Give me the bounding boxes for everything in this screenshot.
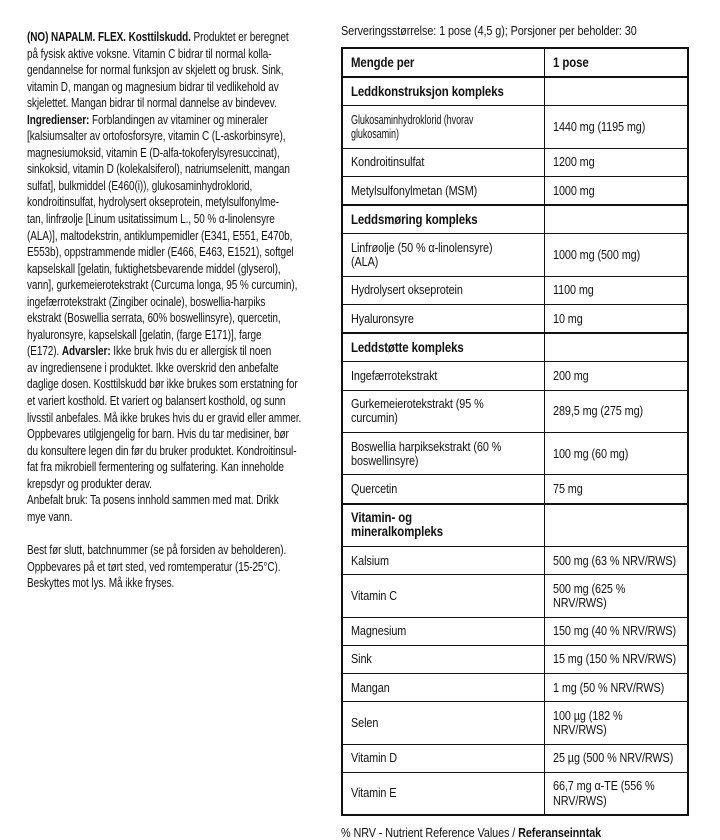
row-value: 66,7 mg α-TE (556 % NRV/RWS) <box>553 778 655 808</box>
text-line <box>27 29 345 46</box>
text-segment: (ALA)], maltodekstrin, antiklumpemidler (E341, E551, E470b, <box>27 227 293 243</box>
row-label: Mengde per <box>351 54 415 70</box>
row-label: Hydrolysert okseprotein <box>351 282 463 298</box>
table-row <box>343 574 687 616</box>
row-value: 1100 mg <box>553 282 594 298</box>
text-segment: Anbefalt bruk: Ta posens innhold sammen med mat. Drikk <box>27 492 279 508</box>
table-row <box>343 332 687 361</box>
table-row <box>343 105 687 147</box>
text-segment: vitamin D, mangan og magnesium bidrar til vedlikehold av <box>27 78 279 94</box>
text-line <box>27 360 345 377</box>
row-value-cell <box>545 702 709 743</box>
row-value-cell <box>545 575 709 616</box>
text-line <box>27 244 345 261</box>
text-segment: Best før slutt, batchnummer (se på forsiden av beholderen). <box>27 541 287 557</box>
row-label: Vitamin E <box>351 785 397 801</box>
row-label: Quercetin <box>351 480 398 496</box>
row-label-cell <box>343 334 545 361</box>
table-row <box>343 390 687 432</box>
row-label-cell <box>343 674 545 701</box>
text-line <box>27 476 345 493</box>
table-row <box>343 645 687 673</box>
text-segment: av ingrediensene i produktet. Ikke overskrid den anbefalte <box>27 359 279 375</box>
row-value: 500 mg (63 % NRV/RWS) <box>553 552 677 568</box>
text-line <box>27 327 345 344</box>
text-line <box>27 211 345 228</box>
row-value-cell <box>545 362 709 389</box>
row-value: 75 mg <box>553 480 583 496</box>
text-segment: % NRV - Nutrient Reference Values / <box>341 825 519 840</box>
row-label: Glukosaminhydroklorid (hvorav glukosamin) <box>351 111 474 142</box>
text-line <box>27 542 345 559</box>
row-label: Leddstøtte kompleks <box>351 339 464 355</box>
bold-text-segment: Advarsler: <box>61 343 111 359</box>
row-value: 500 mg (625 % NRV/RWS) <box>553 580 626 610</box>
row-label: Boswellia harpiksekstrakt (60 % boswellinsyre) <box>351 438 502 468</box>
row-value: 150 mg (40 % NRV/RWS) <box>553 623 677 639</box>
row-label-cell <box>343 234 545 275</box>
text-line <box>27 112 345 129</box>
row-label-cell <box>343 362 545 389</box>
row-label-cell <box>343 773 545 814</box>
row-value-cell <box>545 646 709 673</box>
text-line <box>27 343 345 360</box>
text-segment: Beskyttes mot lys. Må ikke fryses. <box>27 575 175 591</box>
row-label-cell <box>343 177 545 204</box>
row-value-cell <box>545 177 709 204</box>
row-label: Vitamin C <box>351 587 397 603</box>
text-segment: fat fra mikrobiell fermentering og sulfatering. Kan inneholde <box>27 459 284 475</box>
text-segment: daglige dosen. Kosttilskudd bør ikke brukes som erstatning for <box>27 376 298 392</box>
row-label-cell <box>343 391 545 432</box>
row-value-cell <box>545 618 709 645</box>
bold-text-segment: (NO) NAPALM. FLEX. Kosttilskudd. <box>27 29 191 44</box>
text-line <box>27 393 345 410</box>
row-value-cell <box>545 547 709 574</box>
text-line <box>27 410 345 427</box>
table-row <box>343 474 687 502</box>
row-value: 100 mg (60 mg) <box>553 445 629 461</box>
text-line <box>27 277 345 294</box>
row-label: Vitamin D <box>351 750 397 766</box>
row-label-cell <box>343 547 545 574</box>
text-segment: vann], gurkemeierotekstrakt (Curcuma longa, 95 % curcumin), <box>27 277 298 293</box>
table-row <box>343 546 687 574</box>
row-label: Leddkonstruksjon kompleks <box>351 83 504 99</box>
text-segment: [kalsiumsalter av ortofosforsyre, vitamin C (L-askorbinsyre), <box>27 128 286 144</box>
row-value: 10 mg <box>553 310 583 326</box>
text-line <box>27 509 345 526</box>
row-value-cell <box>545 277 709 304</box>
row-label: Leddsmøring kompleks <box>351 211 478 227</box>
row-value-cell <box>545 475 709 502</box>
nrv-footnote <box>341 825 689 840</box>
table-row <box>343 432 687 474</box>
row-label: Gurkemeierotekstrakt (95 % curcumin) <box>351 396 484 426</box>
table-row <box>343 276 687 304</box>
text-line <box>27 178 345 195</box>
row-label: Hyaluronsyre <box>351 310 414 326</box>
row-value: 25 µg (500 % NRV/RWS) <box>553 750 674 766</box>
text-segment: et variert kosthold. Et variert og balansert kosthold, og sunn <box>27 393 286 409</box>
text-segment: hyaluronsyre, kapselskall [gelatin, (farge E171)], farge <box>27 326 262 342</box>
table-row <box>343 772 687 814</box>
row-value-cell <box>545 341 709 354</box>
row-label-cell <box>343 106 545 147</box>
text-segment: på fysisk aktive voksne. Vitamin C bidrar til normal kolla- <box>27 45 272 61</box>
table-row <box>343 503 687 546</box>
row-label-cell <box>343 49 545 76</box>
text-segment: Oppbevares på et tørt sted, ved romtemperatur (15-25°C). <box>27 558 281 574</box>
left-text-block <box>27 29 343 592</box>
table-row <box>343 204 687 233</box>
row-value: 1 pose <box>553 54 589 70</box>
text-segment: tan, linfrøolje [Linum usitatissimum L., 50 % α-linolensyre <box>27 211 275 227</box>
row-label: Vitamin- og mineralkompleks <box>351 510 444 540</box>
text-segment: ekstrakt (Boswellia serrata, 60% boswellinsyre), quercetin, <box>27 310 281 326</box>
supplement-facts-table <box>341 47 689 816</box>
table-row <box>343 744 687 772</box>
row-value: 1000 mg <box>553 182 595 198</box>
row-value-cell <box>545 114 709 141</box>
row-value: 15 mg (150 % NRV/RWS) <box>553 651 677 667</box>
text-segment: Oppbevares utilgjengelig for barn. Hvis du tar medisiner, bør <box>27 426 289 442</box>
text-line <box>27 161 345 178</box>
text-line <box>27 79 345 96</box>
text-segment: ingefærrotekstrakt (Zingiber ocinale), boswellia-harpiks <box>27 293 266 309</box>
row-label-cell <box>343 78 545 105</box>
row-label: Kondroitinsulfat <box>351 154 425 170</box>
text-segment: skjelettet. Mangan bidrar til normal dannelse av bindevev. <box>27 95 277 111</box>
table-row <box>343 49 687 76</box>
text-line <box>27 376 345 393</box>
text-segment: du konsultere legen din før du bruker produktet. Kondroitinsul- <box>27 442 297 458</box>
text-line <box>27 194 345 211</box>
text-line <box>27 525 345 542</box>
row-value: 1 mg (50 % NRV/RWS) <box>553 679 665 695</box>
text-segment: Forblandingen av vitaminer og mineraler <box>89 111 268 127</box>
text-line <box>27 62 345 79</box>
text-segment: krepsdyr og produkter derav. <box>27 475 152 491</box>
text-segment: Produktet er beregnet <box>190 29 289 44</box>
row-value: 289,5 mg (275 mg) <box>553 403 644 419</box>
text-segment: gendannelse for normal funksjon av skjelett og brusk. Sink, <box>27 62 284 78</box>
row-value-cell <box>545 398 709 425</box>
text-segment: sinkoksid, vitamin D (kolekalsiferol), natriumselenitt, mangan <box>27 161 290 177</box>
row-label-cell <box>343 745 545 772</box>
text-line <box>27 228 345 245</box>
table-row <box>343 233 687 275</box>
row-label: Mangan <box>351 679 390 695</box>
text-line <box>27 46 345 63</box>
table-row <box>343 361 687 389</box>
supplement-facts-panel <box>341 23 689 840</box>
text-line <box>27 95 345 112</box>
row-value: 200 mg <box>553 367 589 383</box>
row-label-cell <box>343 646 545 673</box>
row-value-cell <box>545 85 709 98</box>
row-label-cell <box>343 702 545 743</box>
row-label-cell <box>343 305 545 332</box>
row-value: 1440 mg (1195 mg) <box>553 119 646 134</box>
row-value-cell <box>545 519 709 532</box>
text-line <box>27 145 345 162</box>
text-line <box>27 261 345 278</box>
text-segment: sulfat], bulkmiddel (E460(i)), glukosaminhydroklorid, <box>27 177 253 193</box>
text-segment: E553b), oppstrammende midler (E466, E463, E1521), softgel <box>27 244 294 260</box>
row-label: Linfrøolje (50 % α-linolensyre) (ALA) <box>351 239 493 270</box>
table-row <box>343 673 687 701</box>
row-label-cell <box>343 618 545 645</box>
row-value-cell <box>545 242 709 269</box>
text-line <box>27 128 345 145</box>
text-line <box>27 575 345 592</box>
text-segment: mye vann. <box>27 508 73 524</box>
row-label-cell <box>343 505 545 546</box>
row-label: Metylsulfonylmetan (MSM) <box>351 182 478 198</box>
bold-text-segment: Referanseinntak <box>518 825 602 840</box>
row-value: 1200 mg <box>553 154 595 170</box>
serving-size-line: Serveringsstørrelse: 1 pose (4,5 g); Porsjoner per beholder: 30 <box>341 23 637 38</box>
row-label-cell <box>343 575 545 616</box>
row-label: Magnesium <box>351 623 407 639</box>
row-label-cell <box>343 475 545 502</box>
row-value-cell <box>545 213 709 226</box>
row-label-cell <box>343 149 545 176</box>
row-value: 100 µg (182 % NRV/RWS) <box>553 707 623 737</box>
text-segment: livsstil anbefales. Må ikke brukes hvis du er gravid eller ammer. <box>27 409 302 425</box>
table-row <box>343 701 687 743</box>
text-line <box>27 559 345 576</box>
text-line <box>27 443 345 460</box>
text-line <box>27 492 345 509</box>
text-line <box>27 426 345 443</box>
text-segment: kapselskall [gelatin, fuktighetsbevarende middel (glyserol), <box>27 260 281 276</box>
row-label-cell <box>343 277 545 304</box>
row-value: 1000 mg (500 mg) <box>553 247 641 263</box>
table-row <box>343 304 687 332</box>
row-value-cell <box>545 773 709 814</box>
table-row <box>343 176 687 204</box>
row-value-cell <box>545 49 709 76</box>
row-label-cell <box>343 433 545 474</box>
row-label: Selen <box>351 714 379 730</box>
text-segment: Ikke bruk hvis du er allergisk til noen <box>110 343 272 359</box>
row-value-cell <box>545 149 709 176</box>
row-label: Ingefærrotekstrakt <box>351 367 438 383</box>
text-line <box>27 459 345 476</box>
text-line <box>27 294 345 311</box>
row-label-cell <box>343 206 545 233</box>
table-row <box>343 148 687 176</box>
row-value-cell <box>545 305 709 332</box>
bold-text-segment: Ingredienser: <box>27 111 90 127</box>
table-row <box>343 617 687 645</box>
text-line <box>27 310 345 327</box>
row-value-cell <box>545 745 709 772</box>
row-value-cell <box>545 440 709 467</box>
text-segment: magnesiumoksid, vitamin E (D-alfa-tokoferylsyresuccinat), <box>27 144 280 160</box>
row-value-cell <box>545 674 709 701</box>
table-row <box>343 76 687 105</box>
text-segment: kondroitinsulfat, hydrolysert okseprotein, metylsulfonylme- <box>27 194 279 210</box>
text-segment: (E172). <box>27 343 62 359</box>
row-label: Sink <box>351 651 372 667</box>
row-label: Kalsium <box>351 552 389 568</box>
